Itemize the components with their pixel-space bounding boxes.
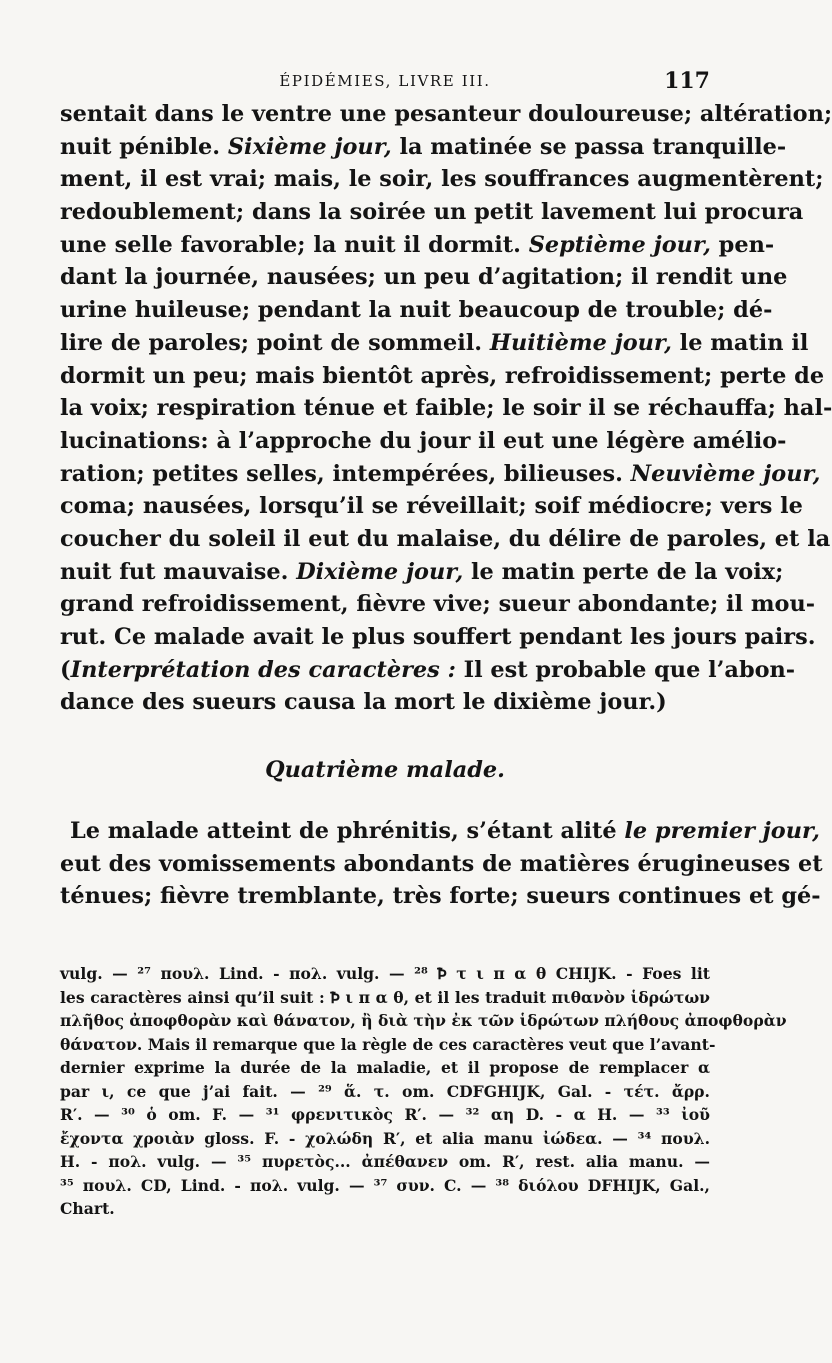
footnote-line: ἔχοντα χροιὰν gloss. F. - χολώδη R′, et alia manu ἰώδεα. — ³⁴ πουλ. (60, 1128, 710, 1148)
text-line: coma; nausées, lorsqu’il se réveillait; soif médiocre; vers le (60, 493, 803, 520)
text-line: Le malade atteint de phrénitis, s’étant alité le premier jour, (70, 818, 820, 844)
text-line: dormit un peu; mais bientôt après, refroidissement; perte de (60, 362, 825, 389)
footnote-line: les caractères ainsi qu’il suit : Ꝥ ι π α θ, et il les traduit πιθανὸν ἱδρώτων (60, 987, 710, 1007)
footnote-line: ³⁵ πουλ. CD, Lind. - πολ. vulg. — ³⁷ συν. C. — ³⁸ διόλου DFHIJK, Gal., (60, 1175, 710, 1195)
main-paragraph (60, 98, 832, 719)
footnotes (60, 962, 787, 1221)
text-line: coucher du soleil il eut du malaise, du délire de paroles, et la (60, 525, 831, 552)
text-line: ténues; fièvre tremblante, très forte; sueurs continues et gé- (60, 883, 821, 910)
text-line: urine huileuse; pendant la nuit beaucoup de trouble; dé- (60, 297, 773, 324)
text-line: sentait dans le ventre une pesanteur douloureuse; altération; (60, 101, 832, 127)
text-line: nuit fut mauvaise. Dixième jour, le matin perte de la voix; (60, 558, 784, 585)
footnote-line: H. - πολ. vulg. — ³⁵ πυρετὸς... ἀπέθανεν om. R′, rest. alia manu. — (60, 1152, 710, 1171)
text-line: lire de paroles; point de sommeil. Huitième jour, le matin il (60, 329, 809, 356)
text-line: eut des vomissements abondants de matières érugineuses et (60, 850, 823, 877)
footnote-line: par ι, ce que j’ai fait. — ²⁹ ἅ. τ. om. CDFGHIJK, Gal. - τέτ. ἄρρ. (60, 1081, 710, 1101)
text-line: (Interprétation des caractères : Il est probable que l’abon- (60, 656, 796, 683)
text-line: grand refroidissement, fièvre vive; sueur abondante; il mou- (60, 591, 816, 618)
text-line: ment, il est vrai; mais, le soir, les souffrances augmentèrent; (60, 166, 824, 193)
text-line: dant la journée, nausées; un peu d’agitation; il rendit une (60, 264, 788, 291)
second-paragraph (60, 815, 823, 913)
page-number: 117 (664, 68, 710, 94)
text-line: la voix; respiration ténue et faible; le soir il se réchauffa; hal- (60, 395, 832, 422)
text-line: rut. Ce malade avait le plus souffert pendant les jours pairs. (60, 624, 816, 650)
footnote-line: πλῆθος ἀποφθορὰν καὶ θάνατον, ἢ διὰ τὴν ἐκ τῶν ἱδρώτων πλήθους ἀποφθορὰν (60, 1011, 787, 1030)
text-line: redoublement; dans la soirée un petit lavement lui procura (60, 199, 804, 226)
footnote-line: vulg. — ²⁷ πουλ. Lind. - πολ. vulg. — ²⁸ Ꝥ τ ι π α θ CHIJK. - Foes lit (60, 964, 710, 983)
page-header (60, 68, 710, 100)
footnote-line: dernier exprime la durée de la maladie, et il propose de remplacer α (60, 1058, 710, 1077)
text-line: nuit pénible. Sixième jour, la matinée se passa tranquille- (60, 133, 787, 160)
text-line: ration; petites selles, intempérées, bilieuses. Neuvième jour, (60, 460, 821, 487)
text-line: une selle favorable; la nuit il dormit. Septième jour, pen- (60, 231, 775, 258)
text-line: dance des sueurs causa la mort le dixième jour.) (60, 689, 667, 716)
running-head: ÉPIDÉMIES, LIVRE III. (279, 72, 491, 90)
footnote-line: R′. — ³⁰ ὁ om. F. — ³¹ φρενιτικὸς R′. — ³² αη D. - α H. — ³³ ἰοῦ (60, 1105, 710, 1124)
footnote-line: θάνατον. Mais il remarque que la règle de ces caractères veut que l’avant- (60, 1034, 716, 1054)
footnote-line: Chart. (60, 1199, 115, 1218)
text-line: lucinations: à l’approche du jour il eut une légère amélio- (60, 427, 787, 454)
section-title: Quatrième malade. (265, 757, 505, 783)
